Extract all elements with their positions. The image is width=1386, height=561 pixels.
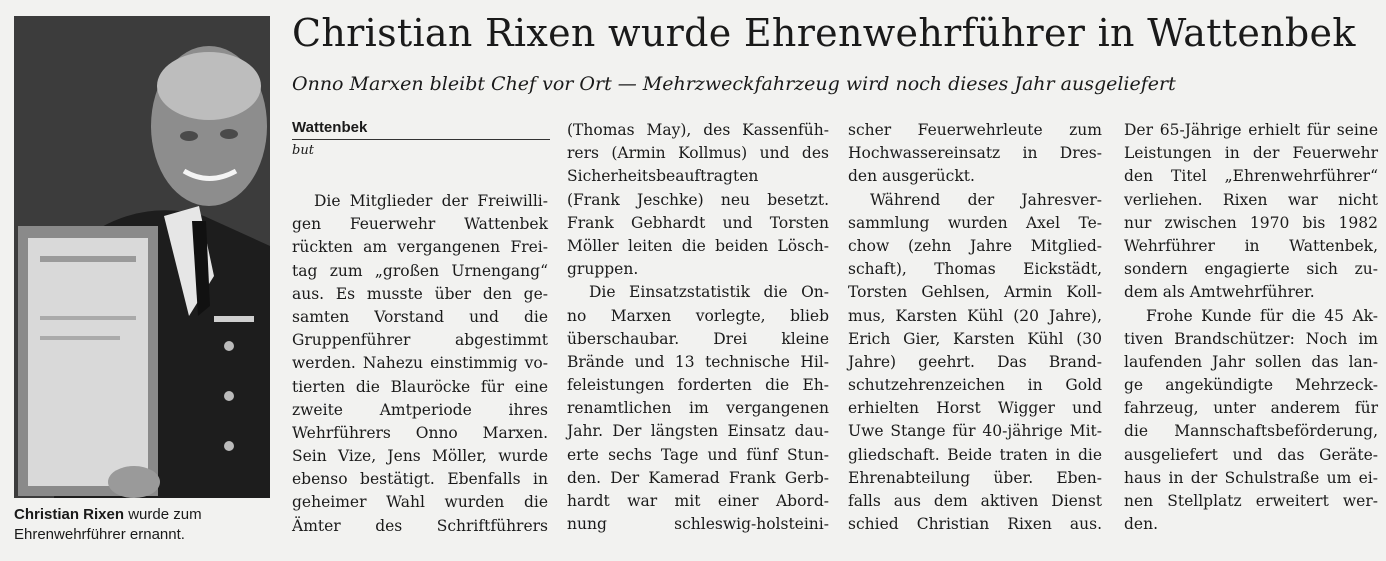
article-line: tierten die Blauröcke für eine — [292, 377, 548, 396]
article-line: ebenso bestätigt. Ebenfalls in — [292, 470, 548, 489]
article-line: ausgeliefert und das Geräte- — [1124, 445, 1378, 464]
article-line: erte sechs Tage und fünf Stun- — [567, 445, 829, 464]
subheadline: Onno Marxen bleibt Chef vor Ort — Mehrzweckfahrzeug wird noch dieses Jahr ausgeliefert — [292, 73, 1176, 95]
article-line: sondern engagierte sich zu- — [1124, 260, 1378, 279]
dateline: Wattenbek — [292, 119, 368, 136]
article-line: gliedschaft. Beide traten in die — [848, 445, 1102, 464]
article-line: Torsten Gehlsen, Armin Koll- — [848, 283, 1102, 302]
portrait-illustration — [14, 16, 270, 498]
article-line: Brände und 13 technische Hil- — [567, 352, 829, 371]
dateline-rule — [292, 139, 550, 140]
article-line: chow (zehn Jahre Mitglied- — [848, 236, 1102, 255]
article-line: Sein Vize, Jens Möller, wurde — [292, 447, 548, 466]
article-line: Jahre) geehrt. Das Brand- — [848, 352, 1102, 371]
article-column-3 — [848, 119, 1102, 536]
article-line: rückten am vergangenen Frei- — [292, 238, 548, 257]
article-line: feleistungen forderten die Eh- — [567, 376, 829, 395]
article-line: laufenden Jahr sollen das lan- — [1124, 352, 1378, 371]
photo-caption — [14, 505, 274, 545]
article-line: dem als Amtwehrführer. — [1124, 283, 1315, 302]
article-line: schutzehrenzeichen in Gold — [848, 376, 1102, 395]
article-line: haus in der Schulstraße um ei- — [1124, 468, 1378, 487]
article-line: den ausgerückt. — [848, 167, 975, 186]
article-line: Der 65-Jährige erhielt für seine — [1124, 121, 1378, 139]
article-line: die Mannschaftsbeförderung, — [1124, 422, 1378, 441]
article-line: Ehrenabteilung über. Eben- — [848, 468, 1102, 487]
article-line: verliehen. Rixen war nicht — [1124, 190, 1378, 209]
article-line: Leistungen in der Feuerwehr — [1124, 144, 1378, 163]
article-line: nung schleswig-holsteini- — [567, 515, 829, 534]
portrait-photo — [14, 16, 270, 498]
article-line: Frank Gebhardt und Torsten — [567, 213, 829, 232]
article-column-2 — [567, 119, 829, 536]
article-line: gruppen. — [567, 260, 639, 279]
article-line: Die Mitglieder der Freiwilli- — [314, 192, 548, 210]
article-line: den. — [1124, 515, 1159, 534]
article-line: mus, Karsten Kühl (20 Jahre), — [848, 306, 1102, 325]
article-line: den Titel „Ehrenwehrführer“ — [1124, 167, 1378, 186]
article-line: renamtlichen im vergangenen — [567, 399, 829, 418]
article-line: schaft), Thomas Eickstädt, — [848, 260, 1102, 279]
article-line: Ämter des Schriftführers — [292, 516, 548, 535]
article-column-1 — [292, 190, 548, 538]
article-line: aus. Es musste über den ge- — [292, 284, 548, 303]
article-line: fahrzeug, unter anderem für — [1124, 399, 1378, 418]
article-line: erhielten Horst Wigger und — [848, 399, 1102, 418]
article-line: tag zum „großen Urnengang“ — [292, 261, 548, 280]
article-line: den. Der Kamerad Frank Gerb- — [567, 468, 829, 487]
article-line: tiven Brandschützer: Noch im — [1124, 329, 1378, 348]
article-line: falls aus dem aktiven Dienst — [848, 492, 1102, 510]
article-line: nur zwischen 1970 bis 1982 — [1124, 213, 1378, 232]
article-line: Sicherheitsbeauftragten — [567, 167, 759, 186]
article-line: Gruppenführer abgestimmt — [292, 331, 548, 350]
author-tag: but — [292, 143, 314, 158]
article-line: gen Feuerwehr Wattenbek — [292, 215, 548, 234]
article-line: (Thomas May), des Kassenfüh- — [567, 121, 829, 139]
article-line: no Marxen vorlegte, blieb — [567, 306, 829, 325]
article-line: werden. Nahezu einstimmig vo- — [292, 354, 548, 373]
article-line: Während der Jahresver- — [870, 190, 1102, 209]
article-line: samten Vorstand und die — [292, 307, 548, 326]
article-line: sammlung wurden Axel Te- — [848, 213, 1102, 232]
article-line: Jahr. Der längsten Einsatz dau- — [567, 422, 829, 441]
article-line: hardt war mit einer Abord- — [567, 492, 829, 510]
article-line: Hochwassereinsatz in Dres- — [848, 144, 1102, 163]
caption-name: Christian Rixen — [14, 506, 125, 523]
article-line: Möller leiten die beiden Lösch- — [567, 236, 829, 255]
article-line: Uwe Stange für 40-jährige Mit- — [848, 422, 1102, 441]
article-column-4 — [1124, 119, 1378, 536]
article-line: Erich Gier, Karsten Kühl (30 — [848, 329, 1102, 348]
caption-text: wurde zum Ehrenwehrführer ernannt. — [14, 506, 202, 543]
article-line: scher Feuerwehrleute zum — [848, 121, 1102, 139]
article-line: Die Einsatzstatistik die On- — [589, 283, 829, 302]
article-line: Wehrführer in Wattenbek, — [1124, 236, 1378, 255]
article-line: Frohe Kunde für die 45 Ak- — [1146, 306, 1378, 325]
article-line: (Frank Jeschke) neu besetzt. — [567, 190, 829, 209]
article-line: nen Stellplatz erweitert wer- — [1124, 492, 1378, 510]
article-line: rers (Armin Kollmus) und des — [567, 144, 829, 163]
article-line: zweite Amtperiode ihres — [292, 400, 548, 419]
article-line: überschaubar. Drei kleine — [567, 329, 829, 348]
article-line: geheimer Wahl wurden die — [292, 493, 548, 512]
article-line: Wehrführers Onno Marxen. — [292, 423, 548, 442]
headline: Christian Rixen wurde Ehrenwehrführer in Wattenbek — [292, 11, 1356, 55]
article-line: schied Christian Rixen aus. — [848, 515, 1102, 534]
article-line: ge angekündigte Mehrzeck- — [1124, 376, 1378, 395]
